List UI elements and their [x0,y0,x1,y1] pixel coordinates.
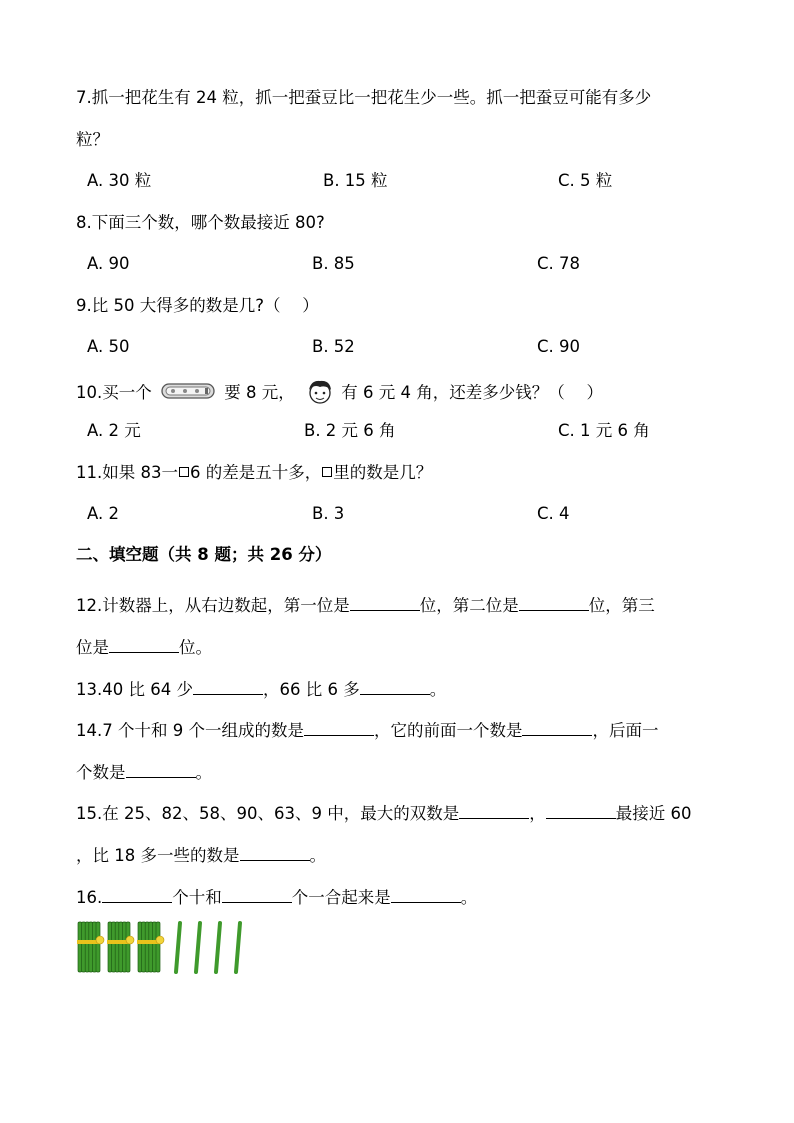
fill-question-15-line2 [76,845,326,866]
q14-text-5: 。 [195,763,212,782]
q15-text-3: 最接近 60 [615,804,692,823]
fill-question-14-line2 [76,762,212,783]
q9-option-b[interactable]: B. 52 [312,337,355,356]
fill-question-14-line1 [76,720,658,741]
q14-text-1: 14.7 个十和 9 个一组成的数是 [76,721,304,740]
fill-question-12-line2 [76,637,212,658]
q8-option-a[interactable]: A. 90 [87,254,130,273]
q12-blank-2[interactable] [519,595,589,611]
q11-option-b[interactable]: B. 3 [312,504,345,523]
counting-sticks-svg [76,918,256,976]
q12-blank-1[interactable] [350,595,420,611]
blank-box-icon [179,467,189,477]
fill-question-16 [76,887,477,908]
q10-option-c[interactable]: C. 1 元 6 角 [558,421,650,440]
stick-bundle-icon [107,922,134,972]
question-8: 8.下面三个数，哪个数最接近 80? [76,213,325,232]
q10-option-b[interactable]: B. 2 元 6 角 [304,421,396,440]
q7-option-c[interactable]: C. 5 粒 [558,171,613,190]
boy-face-icon [306,378,334,409]
question-9: 9.比 50 大得多的数是几?（ ） [76,296,319,315]
q15-blank-2[interactable] [546,803,616,819]
section-2-title: 二、填空题（共 8 题；共 26 分） [76,545,332,564]
q12-text-4: 位是 [76,638,109,657]
q14-blank-2[interactable] [522,720,592,736]
question-7-line2: 粒？ [76,130,109,149]
q16-text-3: 个一合起来是 [291,888,391,907]
q13-text-2: ，66 比 6 多 [262,680,360,699]
q15-blank-3[interactable] [240,845,310,861]
q13-blank-2[interactable] [360,679,430,695]
question-11 [76,463,432,483]
q10-middle: 要 8 元， [224,383,295,402]
q10-prefix: 10.买一个 [76,383,152,402]
blank-box-icon [322,467,332,477]
q15-text-5: 。 [309,846,326,865]
q8-option-c[interactable]: C. 78 [537,254,581,273]
q8-option-b[interactable]: B. 85 [312,254,355,273]
q12-text-1: 12.计数器上，从右边数起，第一位是 [76,596,350,615]
q12-blank-3[interactable] [109,637,179,653]
fill-question-13 [76,679,446,700]
q16-text-1: 16. [76,888,103,907]
q15-text-1: 15.在 25、82、58、90、63、9 中，最大的双数是 [76,804,460,823]
q16-blank-2[interactable] [222,887,292,903]
q14-text-4: 个数是 [76,763,126,782]
question-7-line1: 7.抓一把花生有 24 粒，抓一把蚕豆比一把花生少一些。抓一把蚕豆可能有多少 [76,88,652,107]
single-stick-icon [196,923,200,972]
stick-bundle-icon [77,922,104,972]
q15-text-4: ，比 18 多一些的数是 [76,846,240,865]
q16-blank-1[interactable] [102,887,172,903]
q16-blank-3[interactable] [391,887,461,903]
q11-option-a[interactable]: A. 2 [87,504,119,523]
q11-suffix: 6 的差是五十多， [189,463,322,482]
q10-option-a[interactable]: A. 2 元 [87,421,141,440]
q11-prefix: 11.如果 83一 [76,463,178,482]
q11-suffix2: 里的数是几？ [333,463,433,482]
q9-option-a[interactable]: A. 50 [87,337,130,356]
q12-text-3: 位，第三 [588,596,655,615]
fill-question-12-line1 [76,595,655,616]
fill-question-15-line1 [76,803,691,824]
pencil-case-icon [161,381,215,406]
q16-text-4: 。 [460,888,478,907]
q13-text-1: 13.40 比 64 少 [76,680,193,699]
q7-option-b[interactable]: B. 15 粒 [323,171,388,190]
q15-text-2: ， [529,804,546,823]
q7-option-a[interactable]: A. 30 粒 [87,171,152,190]
q9-option-c[interactable]: C. 90 [537,337,581,356]
q13-blank-1[interactable] [193,679,263,695]
q10-suffix: 有 6 元 4 角，还差多少钱？（ ） [341,383,603,402]
stick-bundle-icon [137,922,164,972]
single-stick-icon [216,923,220,972]
single-stick-icon [236,923,240,972]
q14-blank-1[interactable] [304,720,374,736]
q14-text-3: ，后面一 [592,721,659,740]
q16-text-2: 个十和 [172,888,222,907]
q11-option-c[interactable]: C. 4 [537,504,570,523]
q15-blank-1[interactable] [459,803,529,819]
q14-blank-3[interactable] [126,762,196,778]
counting-sticks-figure [76,918,256,980]
q12-text-5: 位。 [179,638,212,657]
q14-text-2: ，它的前面一个数是 [373,721,523,740]
q12-text-2: 位，第二位是 [419,596,519,615]
question-10 [76,378,603,409]
q13-text-3: 。 [429,680,447,699]
single-stick-icon [176,923,180,972]
